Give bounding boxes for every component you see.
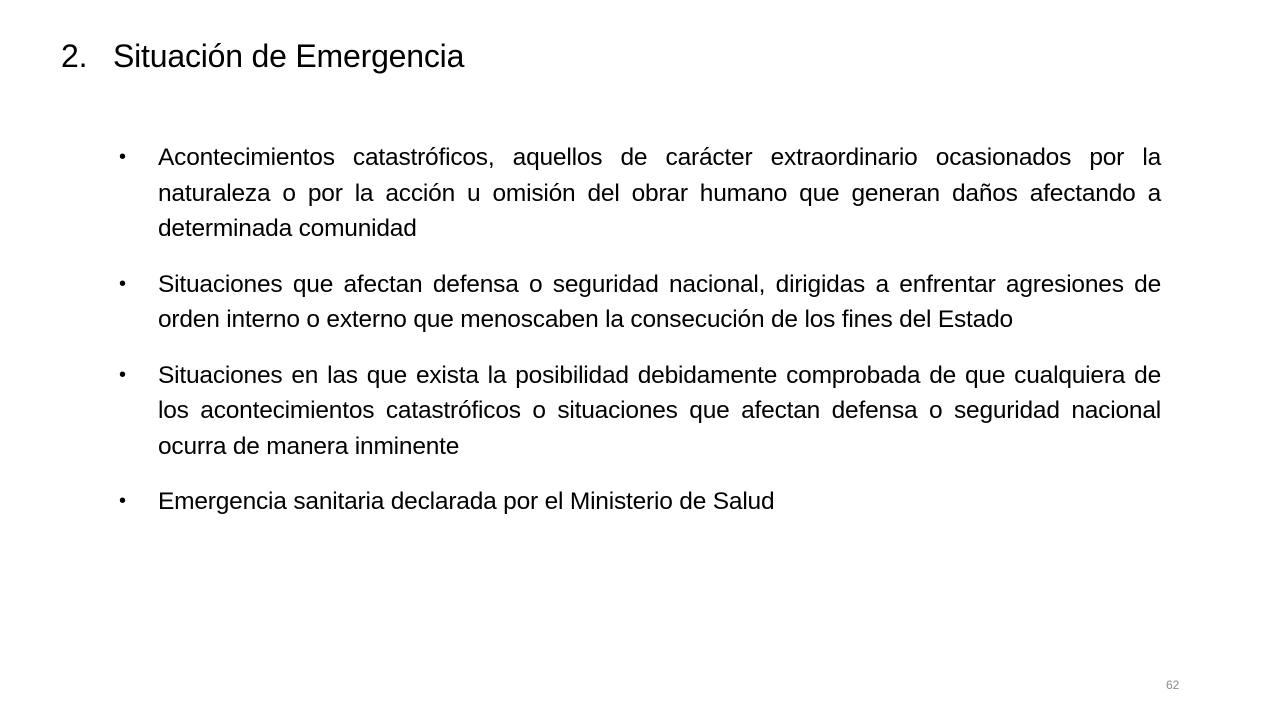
bullet-text: Acontecimientos catastróficos, aquellos de carácter extraordinario ocasionados por la naturaleza o por la acción u omisión del obrar humano que generan daños afectando a determinada comunidad bbox=[158, 144, 1161, 242]
list-item bbox=[117, 484, 1161, 520]
bullet-text: Situaciones en las que exista la posibilidad debidamente comprobada de que cualquiera de los acontecimientos catastróficos o situaciones que afectan defensa o seguridad nacional ocurra de manera inminente bbox=[158, 361, 1161, 460]
title-number: 2. bbox=[61, 38, 88, 74]
bullet-icon: • bbox=[119, 146, 126, 168]
page-number: 62 bbox=[1166, 678, 1180, 692]
bullet-text: Situaciones que afectan defensa o seguridad nacional, dirigidas a enfrentar agresiones de orden interno o externo que menoscaben la consecución de los fines del Estado bbox=[158, 270, 1161, 333]
bullet-text: Emergencia sanitaria declarada por el Ministerio de Salud bbox=[158, 488, 775, 515]
list-item bbox=[117, 140, 1161, 247]
list-item bbox=[117, 358, 1161, 465]
bullet-icon: • bbox=[119, 363, 126, 386]
bullet-icon: • bbox=[119, 490, 126, 512]
bullet-icon: • bbox=[119, 272, 126, 295]
bullet-list bbox=[117, 140, 1161, 540]
slide-title bbox=[61, 34, 464, 78]
list-item bbox=[117, 267, 1161, 338]
title-text: Situación de Emergencia bbox=[113, 38, 465, 74]
